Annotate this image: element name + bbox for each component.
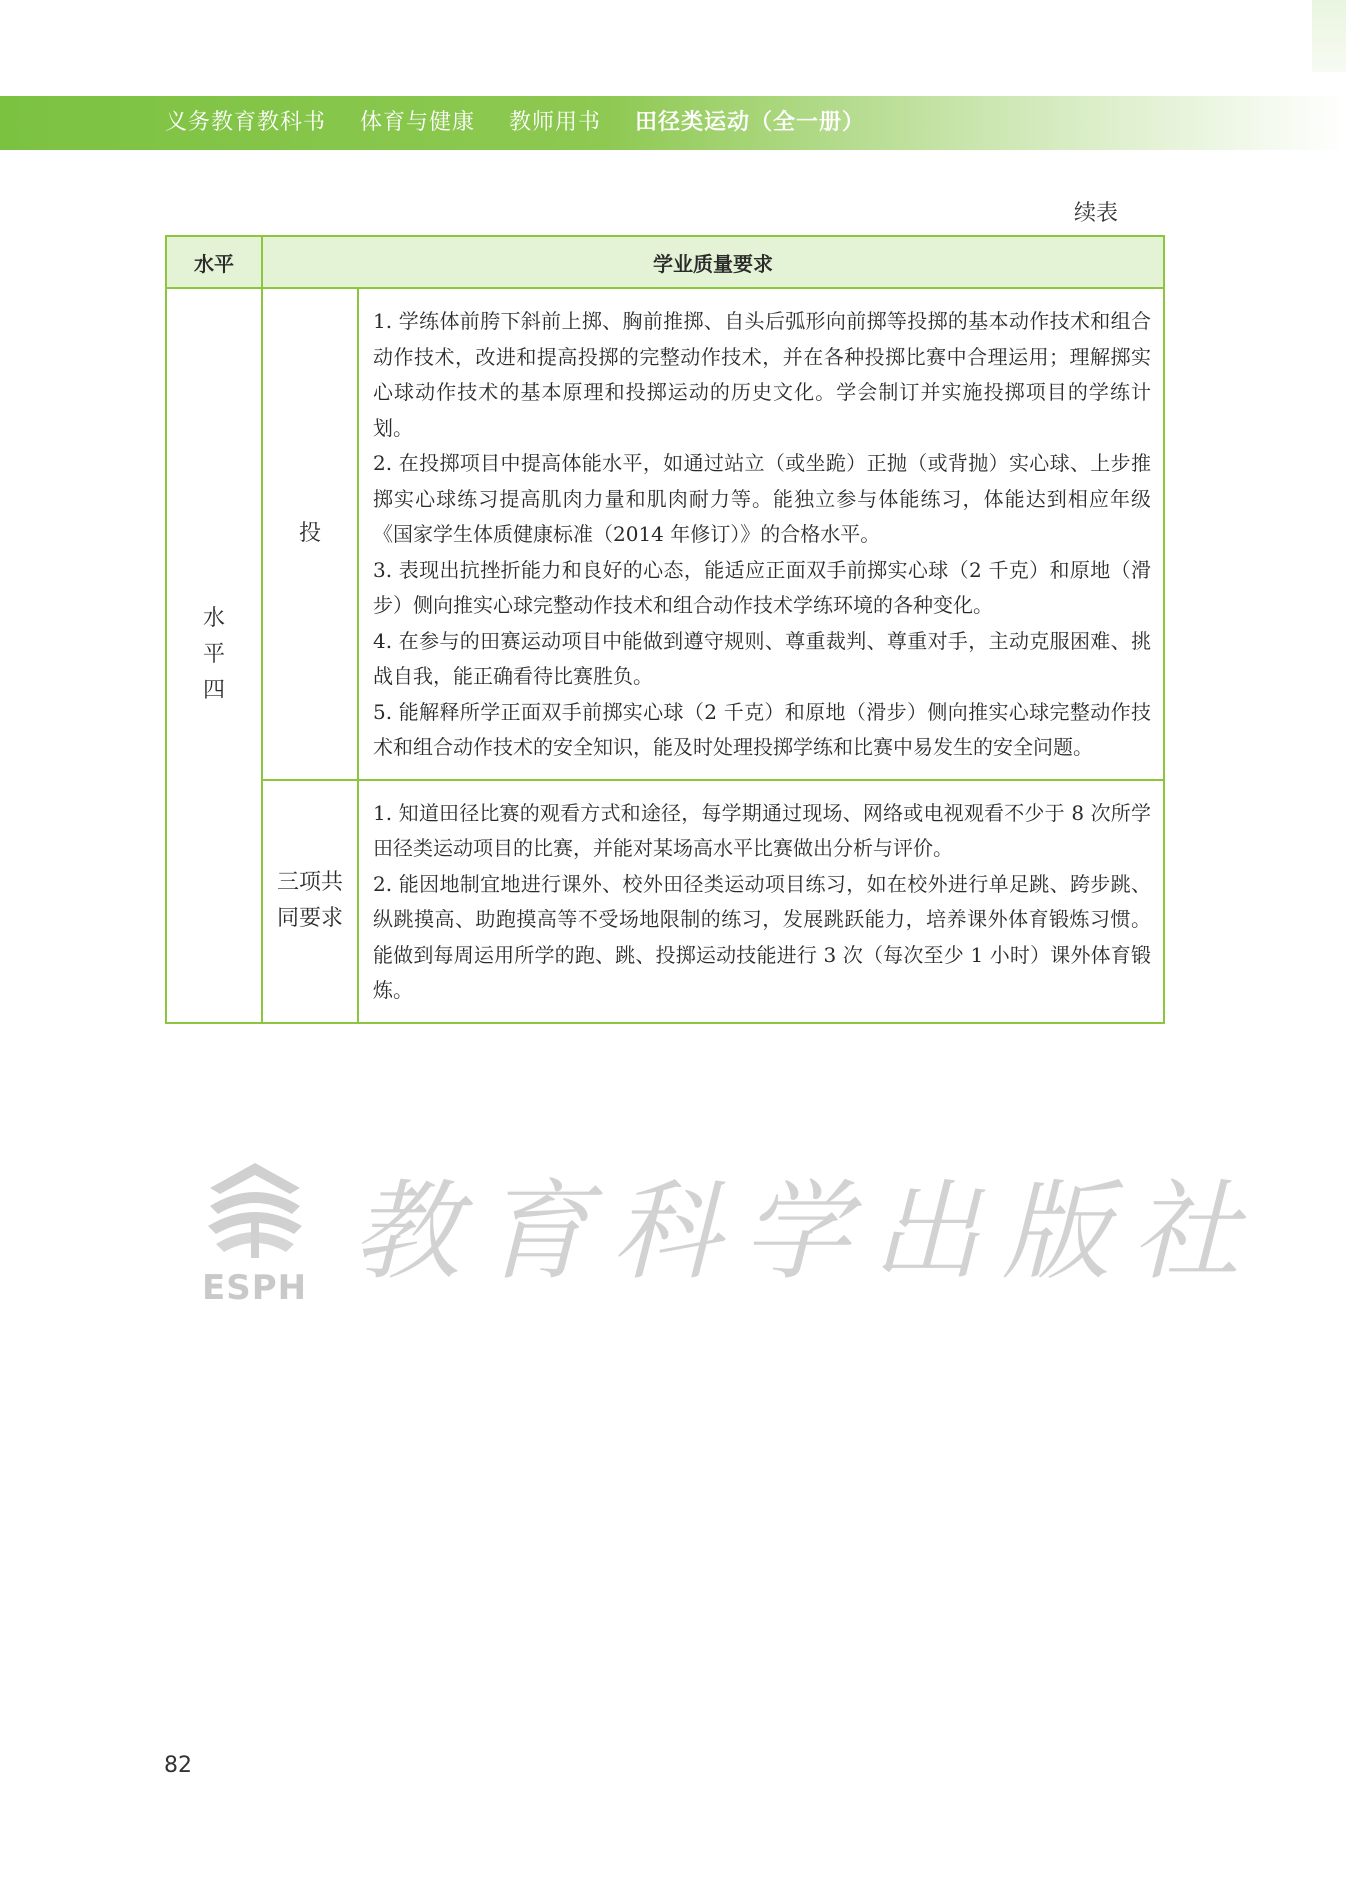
requirement-cell <box>358 780 1164 1023</box>
running-header <box>0 96 1346 150</box>
requirement-cell <box>358 288 1164 780</box>
quality-requirements-table <box>165 235 1165 1024</box>
requirement-item: 1. 知道田径比赛的观看方式和途径，每学期通过现场、网络或电视观看不少于 8 次所学田径类运动项目的比赛，并能对某场高水平比赛做出分析与评价。 <box>373 800 1151 860</box>
level-cell <box>166 288 262 1023</box>
header-series: 义务教育教科书 <box>165 110 327 135</box>
table-header-row <box>166 236 1164 288</box>
requirement-item: 2. 能因地制宜地进行课外、校外田径类运动项目练习，如在校外进行单足跳、跨步跳、纵跳摸高、助跑摸高等不受场地限制的练习，发展跳跃能力，培养课外体育锻炼习惯。能做到每周运用所学的跑、跳、投掷运动技能进行 3 次（每次至少 1 小时）课外体育锻炼。 <box>373 871 1151 1002</box>
requirement-item: 4. 在参与的田赛运动项目中能做到遵守规则、尊重裁判、尊重对手，主动克服困难、挑战自我，能正确看待比赛胜负。 <box>373 628 1151 688</box>
esph-logo-text: ESPH <box>202 1268 308 1308</box>
publisher-name: 教育科学出版社 <box>352 1170 1263 1295</box>
running-header-title <box>165 96 891 150</box>
publisher-watermark <box>180 1150 1263 1320</box>
requirement-item: 5. 能解释所学正面双手前掷实心球（2 千克）和原地（滑步）侧向推实心球完整动作技术和组合动作技术的安全知识，能及时处理投掷学练和比赛中易发生的安全问题。 <box>373 699 1151 759</box>
header-level: 水平 <box>166 236 262 288</box>
category-cell: 投 <box>262 288 358 780</box>
continued-label: 续表 <box>1074 201 1119 226</box>
requirement-item: 3. 表现出抗挫折能力和良好的心态，能适应正面双手前掷实心球（2 千克）和原地（滑步）侧向推实心球完整动作技术和组合动作技术学练环境的各种变化。 <box>373 557 1151 617</box>
category-line: 同要求 <box>276 906 343 931</box>
page-number: 82 <box>164 1753 192 1778</box>
header-book-type: 教师用书 <box>509 110 602 135</box>
corner-tab <box>1312 0 1346 72</box>
header-requirement: 学业质量要求 <box>262 236 1164 288</box>
level-char: 平 <box>202 642 225 668</box>
requirement-item: 2. 在投掷项目中提高体能水平，如通过站立（或坐跪）正抛（或背抛）实心球、上步推掷实心球练习提高肌肉力量和肌肉耐力等。能独立参与体能练习，体能达到相应年级《国家学生体质健康标准（2014 年修订）》的合格水平。 <box>373 451 1151 546</box>
table-row <box>166 288 1164 780</box>
category-cell <box>262 780 358 1023</box>
level-char: 四 <box>202 678 225 704</box>
header-volume: 田径类运动（全一册） <box>635 110 866 135</box>
category-line: 三项共 <box>276 870 343 895</box>
requirement-item: 1. 学练体前胯下斜前上掷、胸前推掷、自头后弧形向前掷等投掷的基本动作技术和组合动作技术，改进和提高投掷的完整动作技术，并在各种投掷比赛中合理运用；理解掷实心球动作技术的基本原理和投掷运动的历史文化。学会制订并实施投掷项目的学练计划。 <box>373 309 1151 440</box>
level-char: 水 <box>202 606 225 632</box>
table-row <box>166 780 1164 1023</box>
header-subject: 体育与健康 <box>360 110 476 135</box>
